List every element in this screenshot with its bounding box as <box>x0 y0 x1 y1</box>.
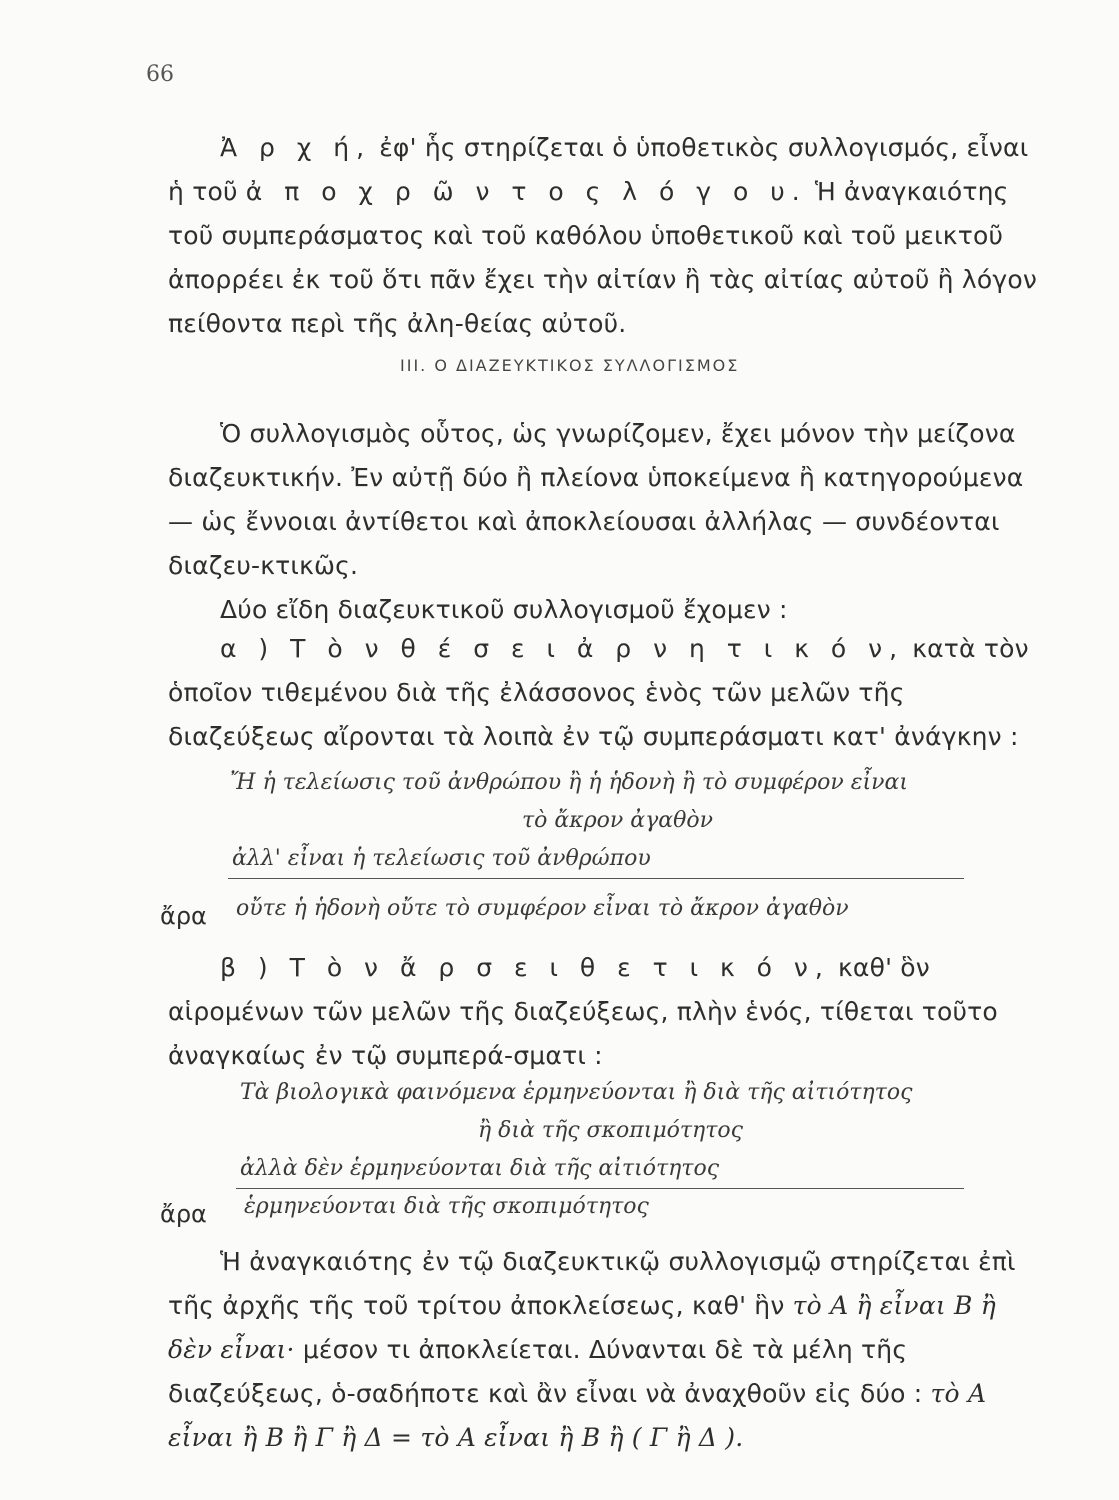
syllogism2-major-cont: ἢ διὰ τῆς σκοπιμότητος <box>478 1118 743 1143</box>
paragraph-text: κατὰ τὸν ὁποῖον τιθεμένου διὰ τῆς ἐλάσσονος ἑνὸς τῶν μελῶν τῆς διαζεύξεως αἴρονται τὰ λοιπὰ ἐν τῷ συμπεράσματι κατ' ἀνάγκην : <box>168 634 1029 751</box>
syllogism2-ara: ἄρα <box>160 1200 207 1228</box>
syllogism2-conclusion: ἑρμηνεύονται διὰ τῆς σκοπιμότητος <box>244 1194 649 1219</box>
page-number: 66 <box>146 62 174 87</box>
paragraph-necessity <box>168 1240 1048 1460</box>
formula-text: τὸ Α εἶναι ἢ Β ἢ Γ ἢ Δ = τὸ Α εἶναι ἢ Β ἢ ( Γ ἢ Δ ). <box>168 1379 987 1452</box>
paragraph-principle <box>168 126 1048 346</box>
syllogism1-minor: ἀλλ' εἶναι ἡ τελείωσις τοῦ ἀνθρώπου <box>232 846 651 871</box>
syllogism1-conclusion: οὔτε ἡ ἡδονὴ οὔτε τὸ συμφέρον εἶναι τὸ ἄκρον ἀγαθὸν <box>236 896 849 921</box>
paragraph-text: Ὁ συλλογισμὸς οὗτος, ὡς γνωρίζομεν, ἔχει μόνον τὴν μείζονα διαζευκτικήν. Ἐν αὐτῇ δύο ἢ πλείονα ὑποκείμενα ἢ κατηγορούμενα — ὡς ἔννοιαι ἀντίθετοι καὶ ἀποκλείουσαι ἀλλήλας — συνδέονται διαζευ-κτικῶς. <box>168 419 1024 580</box>
syllogism2-major: Τὰ βιολογικὰ φαινόμενα ἑρμηνεύονται ἢ διὰ τῆς αἰτιότητος <box>240 1080 913 1105</box>
spaced-term: ἀ π ο χ ρ ῶ ν τ ο ς λ ό γ ο υ. <box>245 177 807 206</box>
paragraph-text: μέσον τι ἀποκλείεται. Δύνανται δὲ τὰ μέλη τῆς διαζεύξεως, ὁ-σαδήποτε καὶ ἂν εἶναι νὰ ἀναχθοῦν εἰς δύο : <box>168 1335 931 1408</box>
paragraph-text: Ἡ ἀναγκαιότης τοῦ συμπεράσματος καὶ τοῦ καθόλου ὑποθετικοῦ καὶ τοῦ μεικτοῦ ἀπορρέει ἐκ τοῦ ὅτι πᾶν ἔχει τὴν αἰτίαν ἢ τὰς αἰτίας αὐτοῦ ἢ λόγον πείθοντα περὶ τῆς ἀλη-θείας αὐτοῦ. <box>168 177 1037 338</box>
paragraph-text: ἐφ' ἧς στηρίζεται ὁ ὑποθετικὸς συλλογισμός, εἶναι ἡ τοῦ <box>168 133 1029 206</box>
spaced-term: Ἀ ρ χ ή, <box>220 133 372 162</box>
paragraph-type-b <box>168 946 1048 1078</box>
paragraph-text: καθ' ὃν αἱρομένων τῶν μελῶν τῆς διαζεύξεως, πλὴν ἑνός, τίθεται τοῦτο ἀναγκαίως ἐν τῷ συμπερά-σματι : <box>168 953 998 1070</box>
paragraph-text: Ἡ ἀναγκαιότης ἐν τῷ διαζευκτικῷ συλλογισμῷ στηρίζεται ἐπὶ τῆς ἀρχῆς τῆς τοῦ τρίτου ἀποκλείσεως, καθ' ἣν <box>168 1247 1016 1320</box>
paragraph-definition <box>168 412 1048 632</box>
syllogism1-ara: ἄρα <box>160 902 207 930</box>
paragraph-type-a <box>168 627 1048 759</box>
syllogism1-major-cont: τὸ ἄκρον ἀγαθὸν <box>522 808 713 833</box>
syllogism2-minor: ἀλλὰ δὲν ἑρμηνεύονται διὰ τῆς αἰτιότητος <box>240 1156 720 1181</box>
spaced-term: α ) Τ ὸ ν θ έ σ ε ι ἀ ρ ν η τ ι κ ό ν, <box>220 634 905 663</box>
formula-text: τὸ Α ἢ εἶναι Β ἢ δὲν εἶναι· <box>168 1291 996 1364</box>
paragraph-text: Δύο εἴδη διαζευκτικοῦ συλλογισμοῦ ἔχομεν : <box>220 595 788 624</box>
spaced-term: β ) Τ ὸ ν ἄ ρ σ ε ι θ ε τ ι κ ό ν, <box>220 953 830 982</box>
syllogism2-divider <box>236 1188 964 1189</box>
section-heading: ΙΙΙ. Ο ΔΙΑΖΕΥΚΤΙΚΟΣ ΣΥΛΛΟΓΙΣΜΟΣ <box>400 356 740 375</box>
syllogism1-major: Ἤ ἡ τελείωσις τοῦ ἀνθρώπου ἢ ἡ ἡδονὴ ἢ τὸ συμφέρον εἶναι <box>230 770 909 795</box>
syllogism1-divider <box>228 878 964 879</box>
